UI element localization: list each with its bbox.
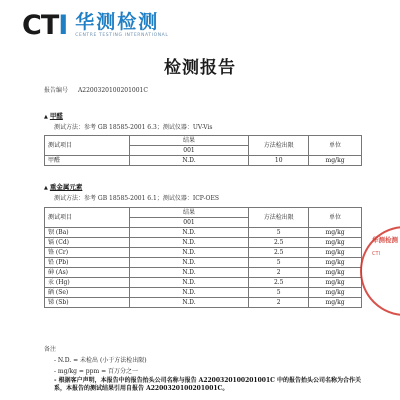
section-method-formaldehyde: 测试方法：参考 GB 18585-2001 6.3；测试仪器：UV-Vis bbox=[54, 124, 213, 131]
company-logo bbox=[22, 8, 168, 42]
cell-result: N.D. bbox=[129, 248, 249, 258]
section-title-formaldehyde: ▲ 甲醛 bbox=[44, 112, 63, 120]
cell-item: 铬 (Cr) bbox=[45, 248, 130, 258]
table-header-row bbox=[45, 208, 362, 218]
cell-item: 锑 (Sb) bbox=[45, 298, 130, 308]
header-unit: 单位 bbox=[309, 208, 362, 228]
cell-unit: mg/kg bbox=[309, 298, 362, 308]
cell-item: 甲醛 bbox=[45, 156, 130, 166]
company-seal-text: 华测检测 CTI bbox=[372, 236, 398, 257]
cell-result: N.D. bbox=[129, 278, 249, 288]
header-mdl: 方法检出限 bbox=[249, 136, 309, 156]
table-row bbox=[45, 248, 362, 258]
header-mdl: 方法检出限 bbox=[249, 208, 309, 228]
cell-result: N.D. bbox=[129, 258, 249, 268]
cell-unit: mg/kg bbox=[309, 258, 362, 268]
report-number-label: 报告编号 bbox=[44, 87, 69, 94]
report-title: 检测报告 bbox=[164, 58, 236, 78]
cell-unit: mg/kg bbox=[309, 156, 362, 166]
triangle-icon: ▲ bbox=[44, 185, 48, 191]
cell-mdl: 2 bbox=[249, 298, 309, 308]
header-unit: 单位 bbox=[309, 136, 362, 156]
cell-item: 钡 (Ba) bbox=[45, 228, 130, 238]
cell-result: N.D. bbox=[129, 268, 249, 278]
cell-unit: mg/kg bbox=[309, 268, 362, 278]
table-row bbox=[45, 156, 362, 166]
triangle-icon: ▲ bbox=[44, 114, 48, 120]
note-item: - mg/kg = ppm = 百万分之一 bbox=[54, 368, 139, 375]
table-row bbox=[45, 258, 362, 268]
heavy-metals-table bbox=[44, 207, 362, 308]
table-header-row bbox=[45, 136, 362, 146]
cell-mdl: 5 bbox=[249, 228, 309, 238]
header-result: 结果 bbox=[129, 136, 249, 146]
cell-mdl: 10 bbox=[249, 156, 309, 166]
cell-unit: mg/kg bbox=[309, 228, 362, 238]
cell-mdl: 2.5 bbox=[249, 238, 309, 248]
header-result: 结果 bbox=[129, 208, 249, 218]
note-item: - 根据客户声明，本报告中的报告抬头公司名称与报告 A2200320100201001C 中的报告抬头公司名称为合作关系，本报告的测试结果引用自报告 A2200320100201001C。 bbox=[54, 377, 361, 392]
cell-mdl: 5 bbox=[249, 258, 309, 268]
cell-result: N.D. bbox=[129, 298, 249, 308]
section-method-heavy-metals: 测试方法：参考 GB 18585-2001 6.1；测试仪器：ICP-OES bbox=[54, 195, 219, 202]
table-row bbox=[45, 268, 362, 278]
cell-mdl: 5 bbox=[249, 288, 309, 298]
logo-mark: CTI bbox=[22, 9, 68, 41]
cell-mdl: 2 bbox=[249, 268, 309, 278]
table-row bbox=[45, 278, 362, 288]
report-number-line bbox=[44, 85, 156, 94]
cell-item: 铅 (Pb) bbox=[45, 258, 130, 268]
table-row bbox=[45, 228, 362, 238]
cell-result: N.D. bbox=[129, 156, 249, 166]
cell-item: 砷 (As) bbox=[45, 268, 130, 278]
cell-item: 汞 (Hg) bbox=[45, 278, 130, 288]
cell-result: N.D. bbox=[129, 288, 249, 298]
cell-unit: mg/kg bbox=[309, 238, 362, 248]
cell-mdl: 2.5 bbox=[249, 278, 309, 288]
section-title-heavy-metals: ▲ 重金属元素 bbox=[44, 183, 83, 191]
cell-unit: mg/kg bbox=[309, 288, 362, 298]
header-test-item: 测试项目 bbox=[45, 136, 130, 156]
header-test-item: 测试项目 bbox=[45, 208, 130, 228]
cell-result: N.D. bbox=[129, 238, 249, 248]
cell-unit: mg/kg bbox=[309, 248, 362, 258]
cell-item: 镉 (Cd) bbox=[45, 238, 130, 248]
cell-mdl: 2.5 bbox=[249, 248, 309, 258]
report-number-value: A2200320100201001C bbox=[77, 87, 148, 94]
cell-result: N.D. bbox=[129, 228, 249, 238]
formaldehyde-table bbox=[44, 135, 362, 166]
table-row bbox=[45, 298, 362, 308]
cell-unit: mg/kg bbox=[309, 278, 362, 288]
note-item: - N.D. = 未检出 (小于方法检出限) bbox=[54, 357, 147, 364]
header-sample-id: 001 bbox=[129, 218, 249, 228]
logo-english-name: CENTRE TESTING INTERNATIONAL bbox=[75, 32, 169, 38]
logo-chinese-name: 华测检测 bbox=[75, 10, 160, 33]
table-row bbox=[45, 238, 362, 248]
header-sample-id: 001 bbox=[129, 146, 249, 156]
table-row bbox=[45, 288, 362, 298]
notes-title: 备注 bbox=[44, 346, 57, 353]
cell-item: 硒 (Se) bbox=[45, 288, 130, 298]
